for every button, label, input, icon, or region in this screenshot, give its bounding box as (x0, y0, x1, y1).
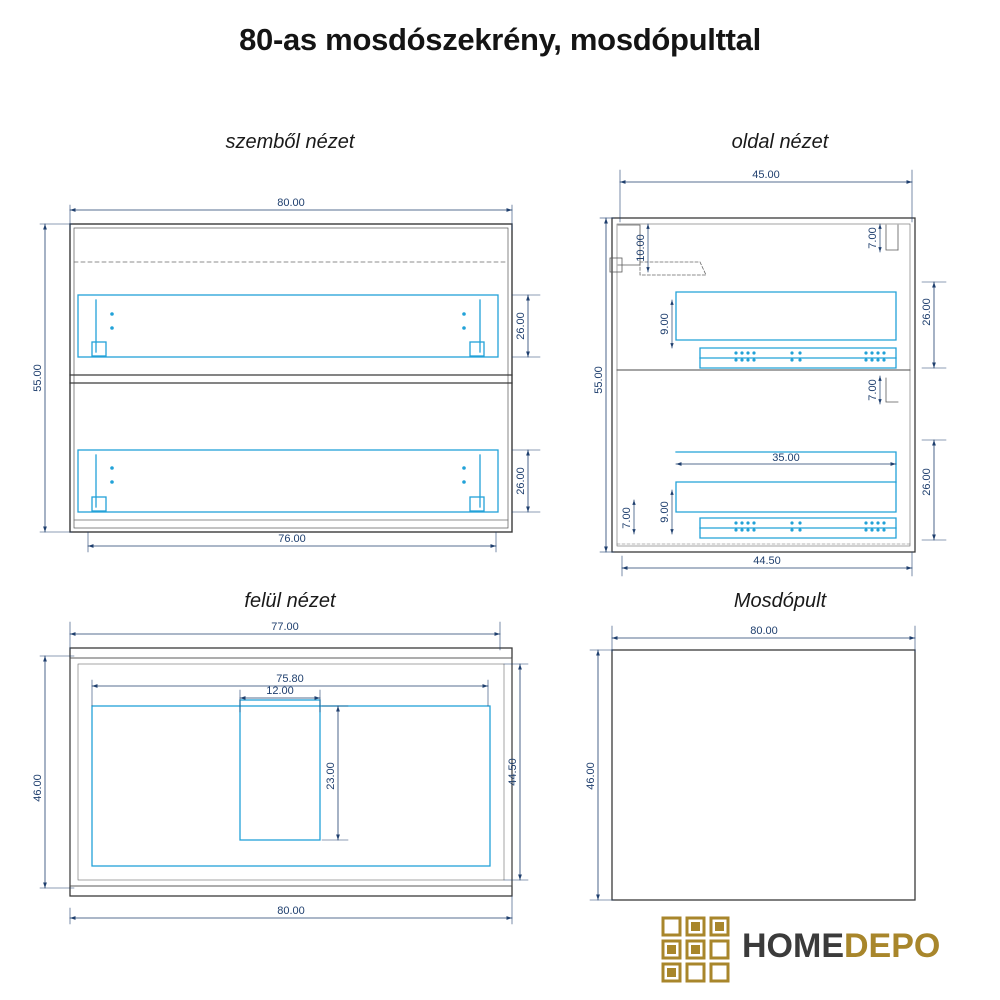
dim-front-drawer-upper: 26.00 (515, 312, 527, 340)
top-view-drawing (40, 622, 528, 924)
dim-top-depth-right: 44.50 (507, 758, 519, 786)
dim-side-height: 55.00 (593, 366, 605, 394)
dim-side-top-offset: 10.00 (635, 234, 647, 262)
dim-top-outer-width: 80.00 (277, 905, 305, 917)
dim-side-slide-lower: 9.00 (659, 501, 671, 523)
dim-front-width-bottom: 76.00 (278, 533, 306, 545)
dim-side-depth-bottom: 44.50 (753, 555, 781, 567)
dim-side-slide-length: 35.00 (772, 452, 800, 464)
page-title: 80-as mosdószekrény, mosdópulttal (239, 22, 761, 57)
dim-top-inner-width: 77.00 (271, 621, 299, 633)
dim-side-rail-right-upper: 7.00 (867, 227, 879, 249)
dim-top-depth-left: 46.00 (32, 774, 44, 802)
dim-side-depth-top: 45.00 (752, 169, 780, 181)
dim-side-slide-upper: 9.00 (659, 313, 671, 335)
dim-side-slide-mid: 7.00 (867, 379, 879, 401)
dim-top-cutout-height: 23.00 (325, 762, 337, 790)
dim-side-slide-left-lower: 7.00 (621, 507, 633, 529)
front-view-drawing (40, 205, 540, 552)
logo-text-depo: DEPO (844, 927, 941, 965)
dim-front-drawer-lower: 26.00 (515, 467, 527, 495)
logo-text-home: HOME (742, 927, 844, 965)
view-label-side: oldal nézet (731, 131, 829, 153)
dim-top-panel-width: 75.80 (276, 673, 304, 685)
view-label-top: felül nézet (244, 590, 336, 612)
dim-top-cutout-width: 12.00 (266, 685, 294, 697)
dim-side-drawer-lower: 26.00 (921, 468, 933, 496)
dim-side-drawer-upper: 26.00 (921, 298, 933, 326)
view-label-counter: Mosdópult (733, 590, 827, 612)
dim-front-width-top: 80.00 (277, 197, 305, 209)
logo-wordmark (742, 927, 940, 966)
view-label-front: szemből nézet (225, 131, 355, 153)
dim-counter-width: 80.00 (750, 625, 778, 637)
side-view-drawing (600, 170, 946, 576)
logo-mark-icon (660, 915, 732, 983)
brand-logo (660, 915, 980, 985)
dim-counter-depth: 46.00 (585, 762, 597, 790)
counter-view-drawing (590, 626, 915, 900)
dim-front-height: 55.00 (32, 364, 44, 392)
